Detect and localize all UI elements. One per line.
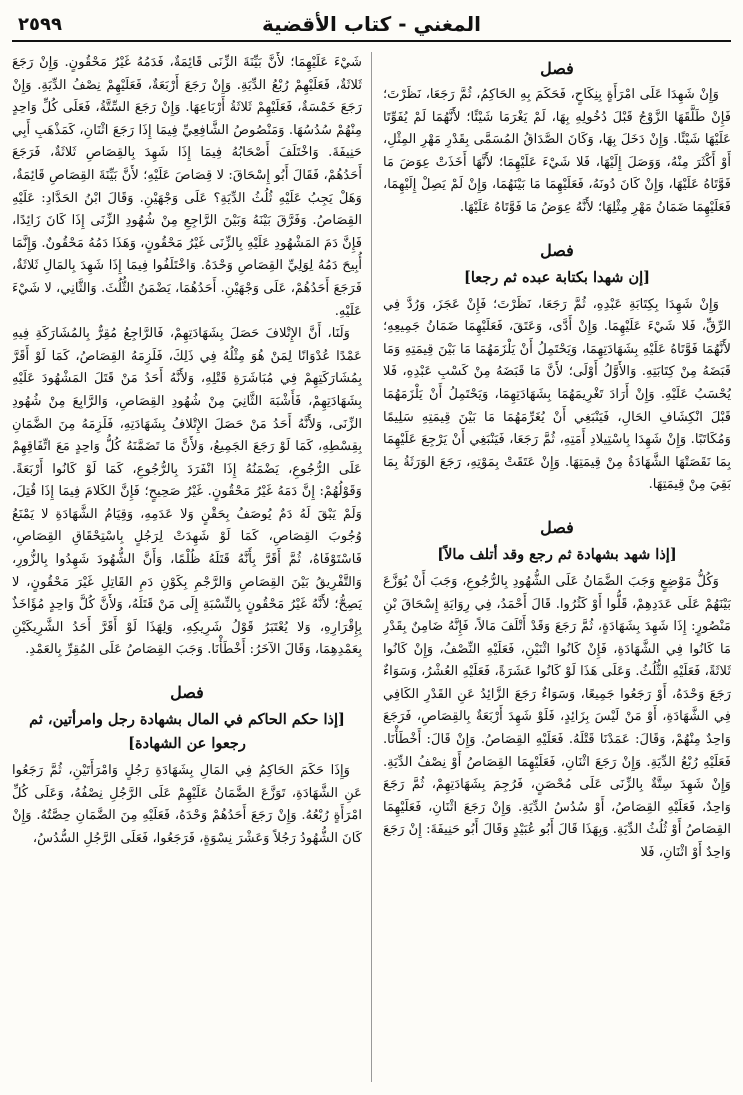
page-header: [12, 10, 731, 42]
paragraph: وَلَنَا، أَنَّ الإِتْلافَ حَصَلَ بِشَهَادَتِهِمْ، فَالرَّاجِعُ مُقِرٌّ بِالمُشَارَكَةِ فِيهِ عَمْدًا عُدْوَانًا لِمَنْ هُوَ مِثْلُهُ فِي ذَلِكَ، فَلَزِمَهُ القِصَاصُ، كَمَا لَوْ أَقَرَّ بِمُشَارَكَتِهِمْ فِي مُبَاشَرَةِ قَتْلِهِ، وَلأَنَّهُ أَحَدُ مَنْ قَتَلَ المَشْهُودَ عَلَيْهِ بِشَهَادَتِهِمْ، فَأَشْبَهَ الثَّانِيَ مِنْ شُهُودِ القِصَاصِ، وَالرَّابِعَ مِنْ شُهُودِ الزِّنَى، وَلأَنَّهُ أَحَدُ مَنْ حَصَلَ الإِتْلافُ بِشَهَادَتِهِ، فَلَزِمَهُ مِنَ الضَّمَانِ بِقِسْطِهِ، كَمَا لَوْ رَجَعَ الجَمِيعُ، وَلأَنَّ مَا تَضَمَّنَهُ كُلُّ وَاحِدٍ مَعَ اتِّفَاقِهِمْ عَلَى الرُّجُوعِ، يَضْمَنُهُ إِذَا انْفَرَدَ بِالرُّجُوعِ، كَمَا لَوْ كَانُوا أَرْبَعَةً. وَقَوْلُهُمْ: إِنَّ دَمَهُ غَيْرُ مَحْقُونٍ. غَيْرُ صَحِيحٍ؛ فَإِنَّ الكَلامَ فِيمَا إِذَا قُتِلَ، وَلَمْ يَبْقَ لَهُ دَمٌ يُوصَفُ بِحَقْنٍ وَلا عَدَمِهِ، وَقِيَامُ الشَّهَادَةِ لا يَمْنَعُ وُجُوبَ القِصَاصِ، كَمَا لَوْ شَهِدَتْ لِرَجُلٍ بِاسْتِحْقَاقِ القِصَاصِ، فَاسْتَوْفَاهُ، ثُمَّ أَقَرَّ بِأَنَّهُ قَتَلَهُ ظُلْمًا، وَأَنَّ الشُّهُودَ شَهِدُوا بِالزُّورِ، وَالتَّفْرِيقُ بَيْنَ القِصَاصِ وَالرَّجْمِ بِكَوْنِ دَمِ القَاتِلِ غَيْرَ مَحْقُونٍ، لا يَصِحُّ؛ لأَنَّهُ غَيْرُ مَحْقُونٍ بِالنِّسْبَةِ إِلَى مَنْ قَتَلَهُ، وَلأَنَّ كُلَّ وَاحِدٍ مُؤَاخَذٌ بِإِقْرَارِهِ، وَلا يُعْتَبَرُ قَوْلُ شَرِيكِهِ، وَلِهَذَا لَوْ أَقَرَّ أَحَدُ الشَّرِيكَيْنِ بِعَمْدِهِمَا، وَقَالَ الآخَرُ: أَخْطَأْنَا. وَجَبَ القِصَاصُ عَلَى المُقِرِّ بِالعَمْدِ.: [12, 326, 362, 658]
paragraph: وَإِنْ شَهِدَا بِكِتَابَةِ عَبْدِهِ، ثُمَّ رَجَعَا، نَظَرْتَ؛ فَإِنْ عَجَزَ، وَرُدَّ فِي الرِّقِّ، فَلا شَيْءَ عَلَيْهِمَا. وَإِنْ أَدَّى، وَعَتَقَ، فَعَلَيْهِمَا ضَمَانُ جَمِيعِهِ؛ لأَنَّهُمَا فَوَّتَاهُ عَلَيْهِ بِشَهَادَتِهِمَا، وَيَحْتَمِلُ أَنْ يَلْزَمَهُمَا مَا بَيْنَ قِيمَتِهِ وَمَا قَبَضَهُ مِنْ كِتَابَتِهِ. وَالأَوَّلُ أَوْلَى؛ لأَنَّ مَا قَبَضَهُ مِنْ كَسْبِ عَبْدِهِ، فَلا يُحْسَبُ عَلَيْهِ. وَإِنْ أَرَادَ تَغْرِيمَهُمَا بِشَهَادَتِهِمَا، وَيَحْتَمِلُ أَنْ يَلْزَمَهُمَا قَبْلَ انْكِشَافِ الحَالِ، فَيَنْبَغِي أَنْ يُغَرِّمَهُمَا مَا بَيْنَ قِيمَتِهِ سَلِيمًا وَمُكَاتَبًا. وَإِنْ شَهِدَا بِاسْتِيلادِ أَمَتِهِ، ثُمَّ رَجَعَا، فَيَنْبَغِي أَنْ يَرْجِعَ عَلَيْهِمَا بِمَا نَقَصَتْهَا الشَّهَادَةُ مِنْ قِيمَتِهَا. وَإِنْ عَتَقَتْ بِمَوْتِهِ، رَجَعَ الوَرَثَةُ بِمَا بَقِيَ مِنْ قِيمَتِهَا.: [383, 296, 731, 493]
column-divider: [371, 52, 372, 1082]
right-column: [383, 52, 731, 1082]
section-heading: فصل: [540, 240, 574, 260]
section-heading: فصل: [540, 59, 574, 78]
left-column: [12, 52, 362, 1082]
section-heading: فصل: [540, 517, 574, 537]
paragraph: وَإِنْ شَهِدَا عَلَى امْرَأَةٍ بِنِكَاحٍ، فَحَكَمَ بِهِ الحَاكِمُ، ثُمَّ رَجَعَا، نَظَرْتَ؛ فَإِنْ طَلَّقَهَا الزَّوْجُ قَبْلَ دُخُولِهِ بِهَا، لَمْ يَغْرَمَا شَيْئًا؛ لأَنَّهُمَا لَمْ يُفَوِّتَا عَلَيْهَا شَيْئًا. وَإِنْ دَخَلَ بِهَا، وَكَانَ الصَّدَاقُ المُسَمَّى بِقَدْرِ مَهْرِ المِثْلِ، أَوْ أَكْثَرَ مِنْهُ، وَوَصَلَ إِلَيْهَا، فَلا شَيْءَ عَلَيْهِمَا؛ لأَنَّهَا أَخَذَتْ عِوَضَ مَا فَوَّتَاهُ عَلَيْهَا، وَإِنْ كَانَ دُونَهُ، فَعَلَيْهِمَا مَا بَيْنَهُمَا، وَإِنْ لَمْ يَصِلْ إِلَيْهِمَا، فَعَلَيْهِمَا ضَمَانُ مَهْرِ مِثْلِهَا؛ لأَنَّهُ عِوَضُ مَا فَوَّتَاهُ عَلَيْهَا.: [383, 87, 731, 215]
page-number: ٢٥٩٩: [18, 14, 62, 35]
paragraph: وَكُلُّ مَوْضِعٍ وَجَبَ الضَّمَانُ عَلَى الشُّهُودِ بِالرُّجُوعِ، وَجَبَ أَنْ يُوَزَّعَ بَيْنَهُمْ عَلَى عَدَدِهِمْ، قَلُّوا أَوْ كَثُرُوا. قَالَ أَحْمَدُ، فِي رِوَايَةِ إِسْحَاقَ بْنِ مَنْصُورٍ: إِذَا شَهِدَ بِشَهَادَةٍ، ثُمَّ رَجَعَ وَقَدْ أَتْلَفَ مَالاً، فَإِنَّهُ ضَامِنٌ بِقَدْرِ مَا كَانُوا فِي الشَّهَادَةِ، فَإِنْ كَانُوا اثْنَيْنِ، فَعَلَيْهِ النِّصْفُ، وَإِنْ كَانُوا ثَلاثَةً، فَعَلَيْهِ الثُّلُثُ. وَعَلَى هَذَا لَوْ كَانُوا عَشَرَةً، فَعَلَيْهِ العُشْرُ، وَسَوَاءٌ رَجَعَ وَحْدَهُ، أَوْ رَجَعُوا جَمِيعًا، وَسَوَاءٌ رَجَعَ الزَّائِدُ عَنِ القَدْرِ الكَافِي فِي الشَّهَادَةِ، أَوْ مَنْ لَيْسَ بِزَائِدٍ، فَلَوْ شَهِدَ أَرْبَعَةٌ بِالقِصَاصِ، فَرَجَعَ وَاحِدٌ مِنْهُمْ، وَقَالَ: عَمَدْنَا قَتْلَهُ. فَعَلَيْهِ القِصَاصُ. وَإِنْ قَالَ: أَخْطَأْنَا. فَعَلَيْهِ رُبْعُ الدِّيَةِ. وَإِنْ رَجَعَ اثْنَانِ، فَعَلَيْهِمَا القِصَاصُ أَوْ نِصْفُ الدِّيَةِ. وَإِنْ شَهِدَ سِتَّةٌ بِالزِّنَى عَلَى مُحْصَنٍ، فَرُجِمَ بِشَهَادَتِهِمْ، ثُمَّ رَجَعَ وَاحِدٌ، فَعَلَيْهِ القِصَاصُ، أَوْ سُدُسُ الدِّيَةِ. وَإِنْ رَجَعَ اثْنَانِ، فَعَلَيْهِمَا القِصَاصُ أَوْ ثُلُثُ الدِّيَةِ. وَبِهَذَا قَالَ أَبُو عُبَيْدٍ وَقَالَ أَبُو حَنِيفَةَ: إِنْ رَجَعَ وَاحِدٌ أَوْ اثْنَانِ، فَلا: [383, 573, 731, 861]
section-subheading: [إذا شهد بشهادة ثم رجع وقد أتلف مالاً]: [437, 545, 677, 563]
section-heading: فصل: [170, 683, 204, 703]
paragraph: شَيْءَ عَلَيْهِمَا؛ لأَنَّ بَيِّنَةَ الزِّنَى قَائِمَةٌ، فَدَمُهُ غَيْرُ مَحْقُونٍ. وَإِنْ رَجَعَ ثَلاثَةٌ، فَعَلَيْهِمْ رُبْعُ الدِّيَةِ. وَإِنْ رَجَعَ أَرْبَعَةٌ، فَعَلَيْهِمْ نِصْفُ الدِّيَةِ. وَإِنْ رَجَعَ خَمْسَةٌ، فَعَلَيْهِمْ ثَلاثَةُ أَرْبَاعِهَا. وَإِنْ رَجَعَ السِّتَّةُ، فَعَلَى كُلِّ وَاحِدٍ مِنْهُمْ سُدُسُهَا. وَمَنْصُوصُ الشَّافِعِيِّ فِيمَا إِذَا رَجَعَ اثْنَانِ، كَمَذْهَبِ أَبِي حَنِيفَةَ. وَاخْتَلَفَ أَصْحَابُهُ فِيمَا إِذَا شَهِدَ بِالقِصَاصِ ثَلاثَةٌ، فَرَجَعَ أَحَدُهُمْ، فَقَالَ أَبُو إِسْحَاقَ: لا قِصَاصَ عَلَيْهِ؛ لأَنَّ بَيِّنَةَ القِصَاصِ قَائِمَةٌ، وَهَلْ يَجِبُ عَلَيْهِ ثُلُثُ الدِّيَةِ؟ عَلَى وَجْهَيْنِ. وَقَالَ ابْنُ الحَدَّادِ: عَلَيْهِ القِصَاصُ. وَفَرَّقَ بَيْنَهُ وَبَيْنَ الرَّاجِعِ مِنْ شُهُودِ الزِّنَى إِذَا كَانَ زَائِدًا، فَإِنَّ دَمَ المَشْهُودِ عَلَيْهِ بِالزِّنَى غَيْرُ مَحْقُونٍ، وَهَذَا دَمُهُ مَحْقُونٌ. وَإِنَّمَا أُبِيحَ دَمُهُ لِوَلِيِّ القِصَاصِ وَحْدَهُ. وَاخْتَلَفُوا فِيمَا إِذَا شَهِدَ بِالمَالِ ثَلاثَةٌ، فَرَجَعَ أَحَدُهُمْ، عَلَى وَجْهَيْنِ. أَحَدُهُمَا، يَضْمَنُ الثُّلُثَ. وَالثَّانِي، لا شَيْءَ عَلَيْهِ.: [12, 55, 362, 319]
running-title: المغني - كتاب الأقضية: [262, 12, 481, 36]
section-subheading: [إن شهدا بكتابة عبده ثم رجعا]: [463, 268, 651, 286]
section-subheading: [إذا حكم الحاكم في المال بشهادة رجل وامرأتين، ثم رجعوا عن الشهادة]: [29, 711, 345, 753]
paragraph: وَإِذَا حَكَمَ الحَاكِمُ فِي المَالِ بِشَهَادَةِ رَجُلٍ وَامْرَأَتَيْنِ، ثُمَّ رَجَعُوا عَنِ الشَّهَادَةِ، تَوَزَّعَ الضَّمَانُ عَلَيْهِمْ عَلَى الرَّجُلِ نِصْفُهُ، وَعَلَى كُلِّ امْرَأَةٍ رُبْعُهُ. وَإِنْ رَجَعَ أَحَدُهُمْ وَحْدَهُ، فَعَلَيْهِ مِنَ الضَّمَانِ حِصَّتُهُ. وَإِنْ كَانَ الشُّهُودُ رَجُلاً وَعَشْرَ نِسْوَةٍ، فَرَجَعُوا، فَعَلَى الرَّجُلِ السُّدُسُ،: [12, 763, 362, 846]
